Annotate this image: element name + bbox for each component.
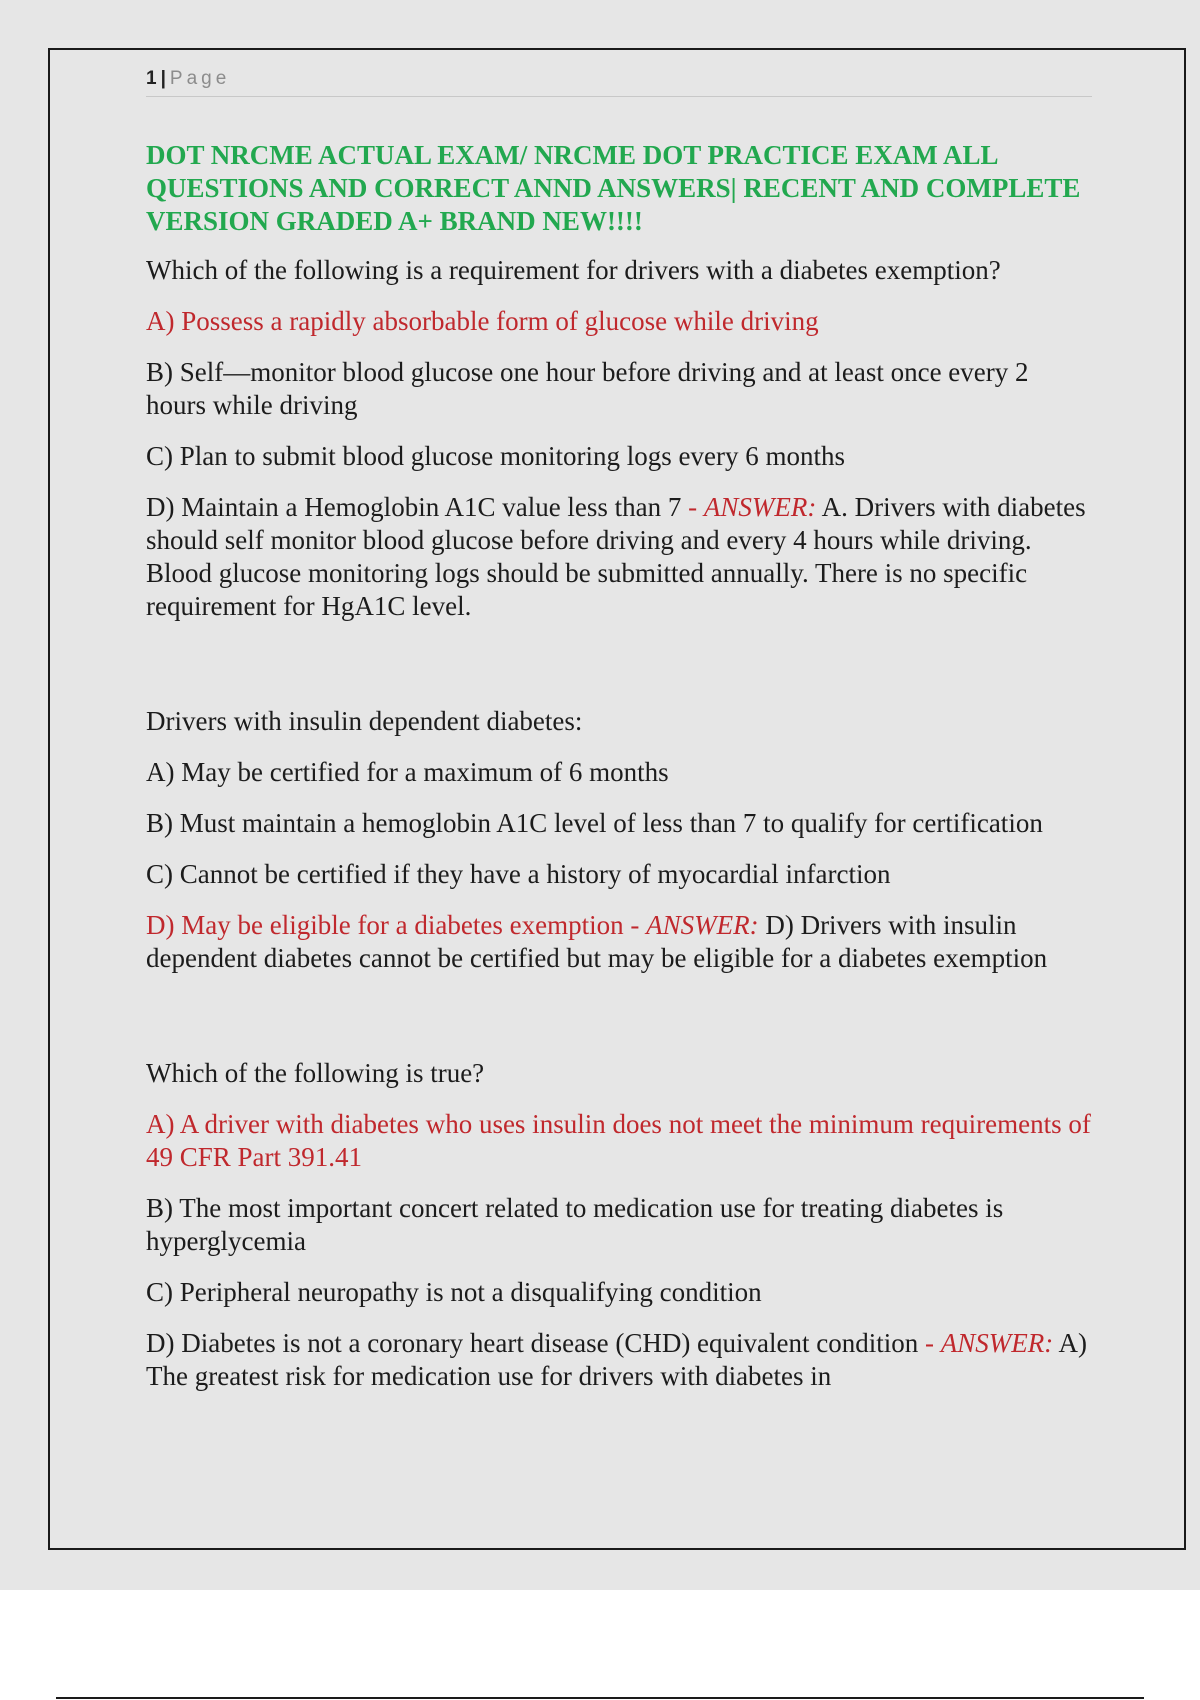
- option-c: C) Cannot be certified if they have a history of myocardial infarction: [146, 859, 891, 889]
- answer-explanation: A. Drivers with diabetes should self monitor blood glucose before driving and every 4 hours while driving. Blood glucose monitoring logs should be submitted annually. There is no specific requirement for HgA1C level.: [146, 492, 1086, 621]
- page-content: [146, 68, 1092, 1411]
- page-header: [146, 68, 1092, 97]
- option-a: A) A driver with diabetes who uses insulin does not meet the minimum requirements of 49 CFR Part 391.41: [146, 1109, 1091, 1172]
- option-d: D) Maintain a Hemoglobin A1C value less than 7: [146, 492, 682, 522]
- bottom-rule: [56, 1697, 1144, 1699]
- spacer: [146, 993, 1092, 1057]
- answer-label: ANSWER:: [940, 1328, 1054, 1358]
- option-b: B) Must maintain a hemoglobin A1C level of less than 7 to qualify for certification: [146, 808, 1043, 838]
- answer-dash: -: [918, 1328, 941, 1358]
- option-b: B) The most important concert related to medication use for treating diabetes is hyperglycemia: [146, 1193, 1004, 1256]
- answer-explanation: D) Drivers with insulin dependent diabetes cannot be certified but may be eligible for a diabetes exemption: [146, 910, 1048, 973]
- option-a: A) Possess a rapidly absorbable form of glucose while driving: [146, 306, 819, 336]
- page-word: Page: [169, 68, 231, 89]
- answer-dash: -: [681, 492, 704, 522]
- page-number: 1: [146, 68, 157, 89]
- question-text: Drivers with insulin dependent diabetes:: [146, 706, 583, 736]
- option-c: C) Plan to submit blood glucose monitoring logs every 6 months: [146, 441, 845, 471]
- option-d-with-answer: [146, 909, 1092, 975]
- spacer: [146, 641, 1092, 705]
- question-text: Which of the following is true?: [146, 1058, 485, 1088]
- option-d-with-answer: [146, 491, 1092, 623]
- document-title: DOT NRCME ACTUAL EXAM/ NRCME DOT PRACTICE EXAM ALL QUESTIONS AND CORRECT ANND ANSWERS| RECENT AND COMPLETE VERSION GRADED A+ BRAND NEW!!!!: [146, 140, 1081, 236]
- question-block-1: [146, 254, 1092, 623]
- option-c: C) Peripheral neuropathy is not a disqualifying condition: [146, 1277, 762, 1307]
- option-d-with-answer: [146, 1327, 1092, 1393]
- answer-dash: -: [623, 910, 647, 940]
- answer-explanation: A) The greatest risk for medication use for drivers with diabetes in: [146, 1328, 1087, 1391]
- question-text: Which of the following is a requirement for drivers with a diabetes exemption?: [146, 255, 1001, 285]
- option-d: D) May be eligible for a diabetes exemption: [146, 910, 624, 940]
- answer-label: ANSWER:: [646, 910, 759, 940]
- option-a: A) May be certified for a maximum of 6 months: [146, 757, 669, 787]
- page-separator: |: [160, 68, 166, 89]
- option-d: D) Diabetes is not a coronary heart disease (CHD) equivalent condition: [146, 1328, 919, 1358]
- option-b: B) Self—monitor blood glucose one hour before driving and at least once every 2 hours while driving: [146, 357, 1029, 420]
- question-block-3: [146, 1057, 1092, 1393]
- question-block-2: [146, 705, 1092, 975]
- answer-label: ANSWER:: [703, 492, 817, 522]
